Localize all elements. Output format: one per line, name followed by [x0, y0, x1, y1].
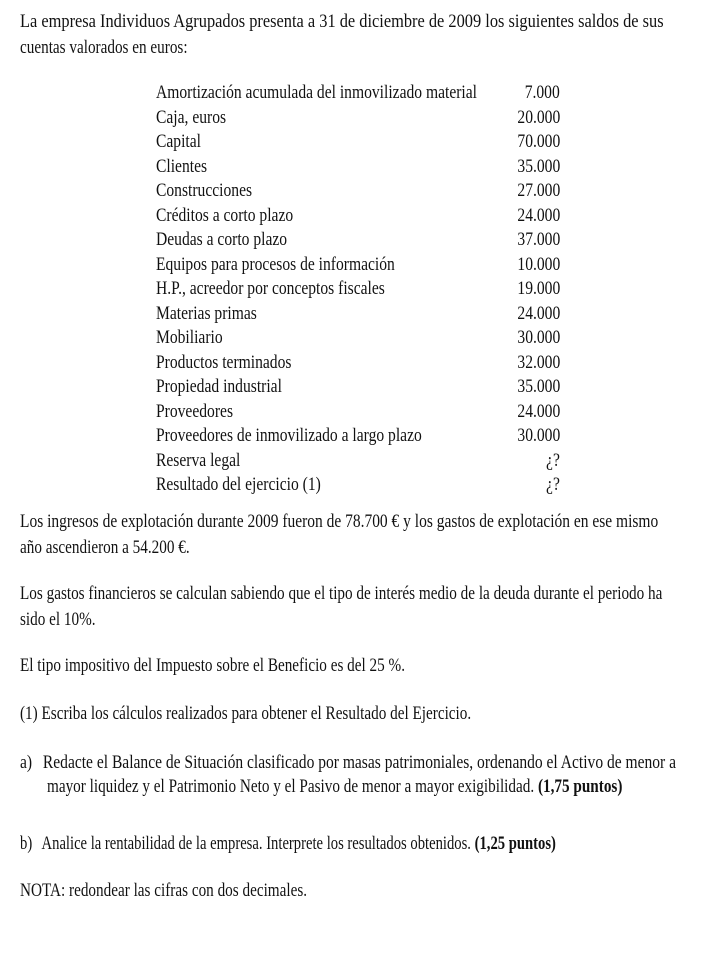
account-label: Construcciones [156, 180, 253, 201]
account-label: Proveedores [156, 400, 234, 422]
ingresos-paragraph-line-2: año ascendieron a 54.200 €. [20, 537, 190, 558]
account-label: Materias primas [156, 302, 257, 324]
account-label: Equipos para procesos de información [156, 253, 395, 275]
account-row [156, 425, 560, 450]
account-label: Caja, euros [156, 106, 227, 128]
account-value: ¿? [546, 449, 560, 471]
account-value: 10.000 [517, 253, 560, 275]
gastos-paragraph-line-1: Los gastos financieros se calculan sabiendo que el tipo de interés medio de la deuda durante el periodo ha [20, 583, 663, 604]
account-value: 35.000 [517, 155, 560, 177]
question-a-label: a) [20, 752, 33, 773]
account-value: 27.000 [517, 180, 560, 201]
question-b-label: b) [20, 833, 33, 854]
ingresos-paragraph-line-1: Los ingresos de explotación durante 2009 fueron de 78.700 € y los gastos de explotación en ese mismo [20, 511, 659, 532]
question-a-line-1 [20, 752, 676, 774]
question-b-text: Analice la rentabilidad de la empresa. Interprete los resultados obtenidos. [41, 833, 471, 854]
account-label: Clientes [156, 155, 208, 177]
account-label: H.P., acreedor por conceptos fiscales [156, 278, 385, 299]
account-row [156, 352, 560, 377]
account-value: 70.000 [517, 131, 560, 152]
account-row [156, 254, 560, 279]
account-label: Resultado del ejercicio (1) [156, 474, 321, 495]
account-row [156, 450, 560, 475]
account-row [156, 278, 560, 303]
account-label: Reserva legal [156, 449, 241, 471]
account-value: 37.000 [517, 229, 560, 250]
account-row [156, 180, 560, 205]
account-value: 30.000 [517, 327, 560, 348]
account-row [156, 229, 560, 254]
account-row [156, 376, 560, 401]
account-row [156, 107, 560, 132]
account-row [156, 156, 560, 181]
account-label: Productos terminados [156, 351, 292, 373]
account-row [156, 82, 560, 107]
account-row [156, 205, 560, 230]
account-label: Créditos a corto plazo [156, 204, 294, 226]
question-a-text-2: mayor liquidez y el Patrimonio Neto y el Pasivo de menor a mayor exigibilidad. [47, 776, 535, 797]
impuesto-paragraph: El tipo impositivo del Impuesto sobre el Beneficio es del 25 %. [20, 655, 405, 676]
account-row [156, 131, 560, 156]
account-label: Proveedores de inmovilizado a largo plazo [156, 425, 422, 446]
intro-line-1: La empresa Individuos Agrupados presenta a 31 de diciembre de 2009 los siguientes saldos de sus [20, 11, 664, 32]
question-b [20, 833, 556, 855]
footnote-1: (1) Escriba los cálculos realizados para obtener el Resultado del Ejercicio. [20, 703, 472, 724]
account-value: 30.000 [517, 425, 560, 446]
intro-line-2: cuentas valorados en euros: [20, 37, 188, 58]
account-label: Propiedad industrial [156, 376, 282, 397]
account-value: 24.000 [517, 302, 560, 324]
account-label: Mobiliario [156, 327, 223, 348]
account-label: Amortización acumulada del inmovilizado material [156, 82, 478, 103]
account-value: 24.000 [517, 400, 560, 422]
accounts-table [156, 82, 560, 499]
account-value: ¿? [546, 474, 560, 495]
account-value: 20.000 [517, 106, 560, 128]
account-row [156, 401, 560, 426]
account-row [156, 474, 560, 499]
account-row [156, 327, 560, 352]
question-a-points: (1,75 puntos) [537, 776, 623, 797]
account-value: 32.000 [517, 351, 560, 373]
question-b-points: (1,25 puntos) [474, 833, 556, 854]
question-a-text-1: Redacte el Balance de Situación clasificado por masas patrimoniales, ordenando el Activo de menor a [42, 752, 677, 773]
account-row [156, 303, 560, 328]
nota: NOTA: redondear las cifras con dos decimales. [20, 880, 308, 901]
account-value: 24.000 [517, 204, 560, 226]
account-label: Deudas a corto plazo [156, 229, 288, 250]
account-value: 19.000 [517, 278, 560, 299]
account-value: 35.000 [517, 376, 560, 397]
gastos-paragraph-line-2: sido el 10%. [20, 609, 96, 630]
question-a-line-2 [47, 776, 622, 798]
account-label: Capital [156, 131, 202, 152]
account-value: 7.000 [524, 82, 560, 103]
